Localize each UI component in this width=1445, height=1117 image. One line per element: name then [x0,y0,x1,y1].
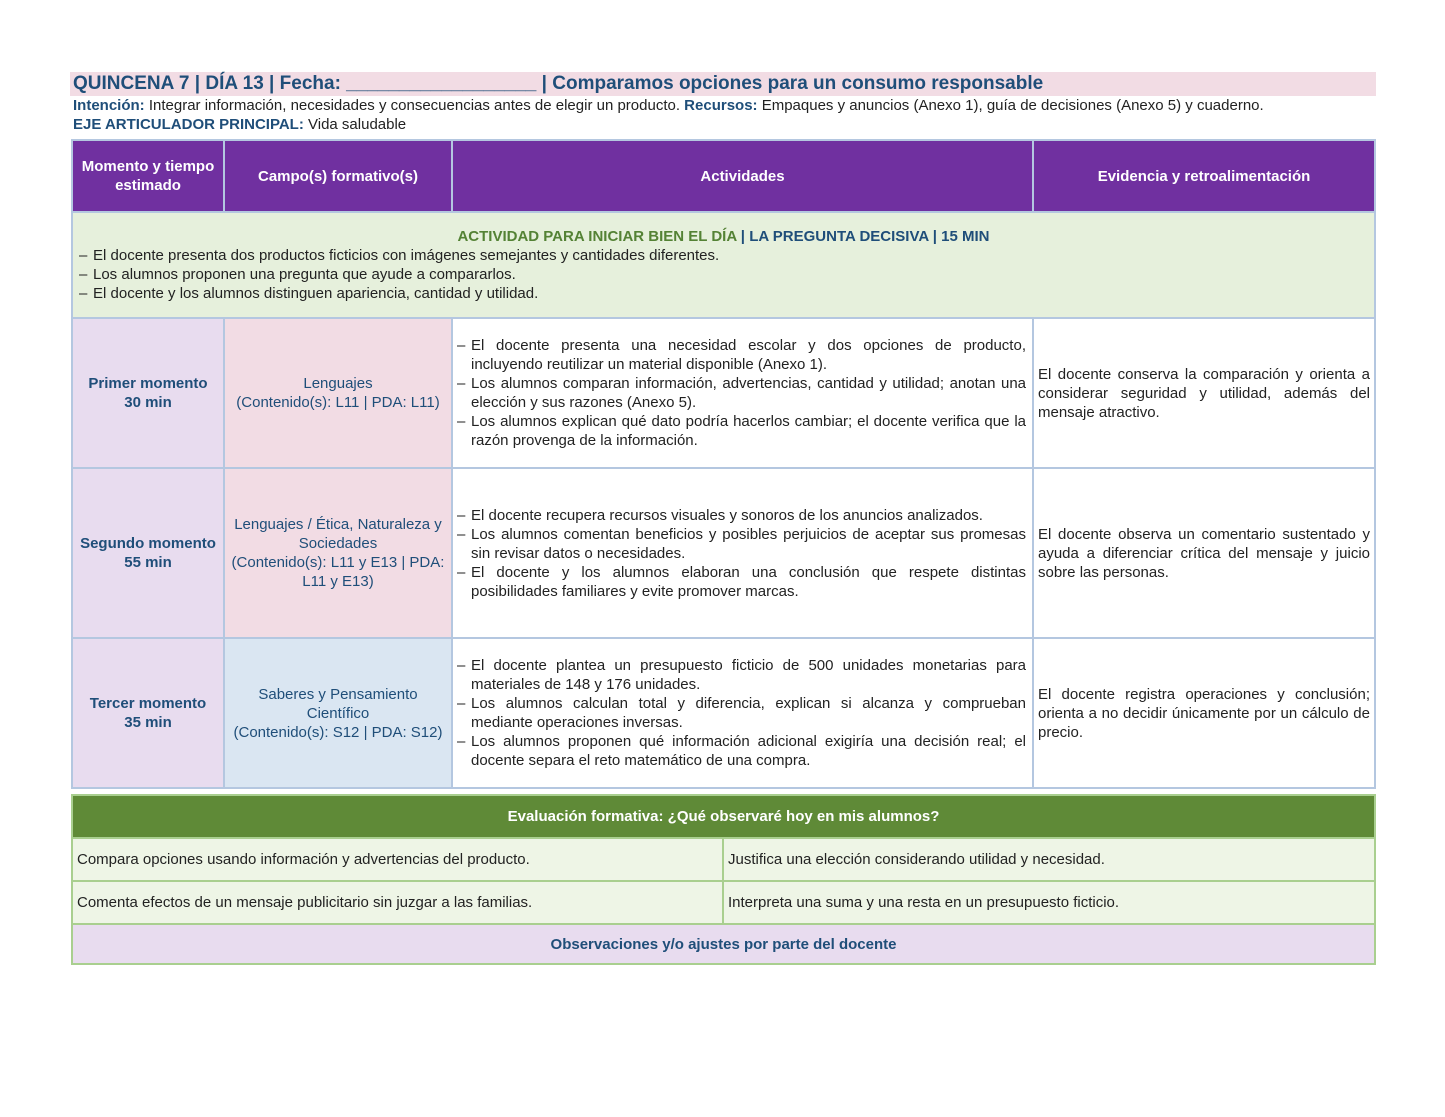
list-item: – Los alumnos comparan información, advertencias, cantidad y utilidad; anotan una elección y sus razones (Anexo 5). [457,374,1026,412]
moment-cell [72,318,224,468]
moment-time: 55 min [124,554,172,571]
moment-name: Primer momento [88,375,208,392]
campo-cell [224,468,452,638]
start-activity-list [79,246,1368,303]
table-header-row [72,140,1375,212]
table-row [72,468,1375,638]
start-activity-row [72,212,1375,318]
table-row [72,638,1375,788]
evaluation-cell: Justifica una elección considerando utilidad y necesidad. [723,838,1375,881]
evaluation-header-row [72,795,1375,838]
campo-content: (Contenido(s): L11 y E13 | PDA: L11 y E13) [231,554,445,590]
axis-text: Vida saludable [308,116,407,133]
formative-evaluation-table [71,794,1376,965]
table-row [72,838,1375,881]
start-title-sep: | [736,228,750,245]
list-item: – El docente presenta una necesidad escolar y dos opciones de producto, incluyendo reutilizar un material disponible (Anexo 1). [457,336,1026,374]
resources-text: Empaques y anuncios (Anexo 1), guía de decisiones (Anexo 5) y cuaderno. [761,97,1264,114]
list-item: – Los alumnos proponen qué información adicional exigiría una decisión real; el docente separa el reto matemático de una compra. [457,732,1026,770]
list-item: – El docente y los alumnos distinguen apariencia, cantidad y utilidad. [79,284,1368,303]
moment-time: 30 min [124,394,172,411]
intention-text: Integrar información, necesidades y consecuencias antes de elegir un producto. [148,97,680,114]
page-title: QUINCENA 7 | DÍA 13 | Fecha: __________________ | Comparamos opciones para un consumo responsable [70,72,1376,96]
evaluation-cell: Compara opciones usando información y advertencias del producto. [72,838,723,881]
campo-cell [224,318,452,468]
col-header-activities: Actividades [452,140,1033,212]
observations-row [72,924,1375,964]
axis-line [73,115,406,134]
list-item: – Los alumnos proponen una pregunta que ayude a compararlos. [79,265,1368,284]
table-row [72,318,1375,468]
observations-cell: Observaciones y/o ajustes por parte del docente [72,924,1375,964]
evidence-cell: El docente observa un comentario sustentado y ayuda a diferenciar crítica del mensaje y juicio sobre las personas. [1033,468,1375,638]
list-item: – Los alumnos comentan beneficios y posibles perjuicios de aceptar sus promesas sin revisar datos o necesidades. [457,525,1026,563]
list-item: – El docente y los alumnos elaboran una conclusión que respete distintas posibilidades familiares y evite promover marcas. [457,563,1026,601]
list-item: – Los alumnos calculan total y diferencia, explican si alcanza y comprueban mediante operaciones inversas. [457,694,1026,732]
col-header-evidence: Evidencia y retroalimentación [1033,140,1375,212]
campo-name: Saberes y Pensamiento Científico [258,685,418,722]
start-activity-title [79,227,1368,246]
evaluation-title: Evaluación formativa: ¿Qué observaré hoy en mis alumnos? [72,795,1375,838]
list-item: – El docente plantea un presupuesto ficticio de 500 unidades monetarias para materiales de 148 y 176 unidades. [457,656,1026,694]
campo-content: (Contenido(s): S12 | PDA: S12) [233,723,443,741]
activities-cell [452,468,1033,638]
campo-name: Lenguajes [303,375,373,392]
intention-line [73,96,1264,115]
activities-cell [452,318,1033,468]
evidence-cell: El docente registra operaciones y conclusión; orienta a no decidir únicamente por un cálculo de precio. [1033,638,1375,788]
moment-cell [72,638,224,788]
start-activity-cell [72,212,1375,318]
lesson-plan-table [71,139,1376,789]
list-item: – El docente recupera recursos visuales y sonoros de los anuncios analizados. [457,506,1026,525]
campo-content: (Contenido(s): L11 | PDA: L11) [236,394,440,411]
table-row [72,881,1375,924]
list-item: – El docente presenta dos productos ficticios con imágenes semejantes y cantidades diferentes. [79,246,1368,265]
moment-name: Segundo momento [80,535,216,552]
evidence-cell: El docente conserva la comparación y orienta a considerar seguridad y utilidad, además del mensaje atractivo. [1033,318,1375,468]
axis-label: EJE ARTICULADOR PRINCIPAL: [73,116,304,133]
evaluation-cell: Interpreta una suma y una resta en un presupuesto ficticio. [723,881,1375,924]
moment-name: Tercer momento [89,695,207,712]
list-item: – Los alumnos explican qué dato podría hacerlos cambiar; el docente verifica que la razón provenga de la información. [457,412,1026,450]
activities-list [457,506,1026,601]
col-header-campo: Campo(s) formativo(s) [224,140,452,212]
activities-cell [452,638,1033,788]
moment-cell [72,468,224,638]
moment-time: 35 min [124,714,172,731]
campo-name: Lenguajes / Ética, Naturaleza y Sociedades [234,516,442,552]
col-header-moment: Momento y tiempo estimado [72,140,224,212]
activities-list [457,656,1026,770]
intention-label: Intención: [73,97,145,114]
activities-list [457,336,1026,450]
evaluation-cell: Comenta efectos de un mensaje publicitario sin juzgar a las familias. [72,881,723,924]
campo-cell [224,638,452,788]
resources-label: Recursos: [684,97,758,114]
start-title-blue: LA PREGUNTA DECISIVA | 15 MIN [749,228,990,245]
start-title-green: ACTIVIDAD PARA INICIAR BIEN EL DÍA [457,228,737,245]
